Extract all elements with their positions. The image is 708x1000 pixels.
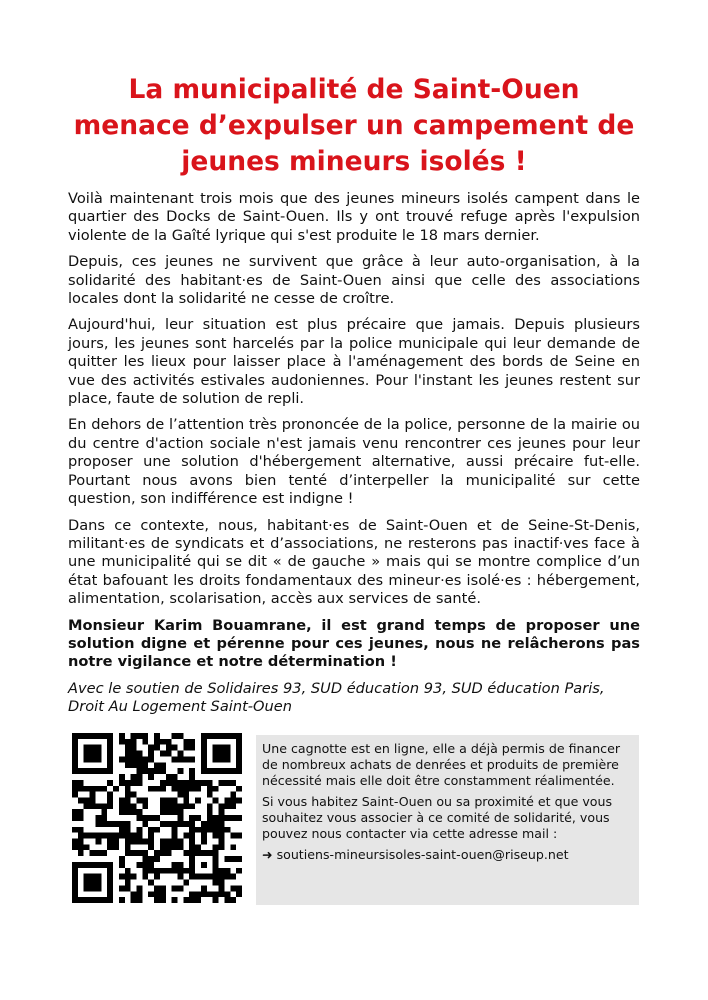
paragraph: Voilà maintenant trois mois que des jeunes mineurs isolés campent dans le quartier des Docks de Saint-Ouen. Ils y ont trouvé refuge après l'expulsion violente de la Gaîté lyrique qui s'est produite le 18 mars dernier. xyxy=(68,190,640,244)
article-body xyxy=(68,190,640,725)
email-line xyxy=(262,847,629,863)
support-line: Avec le soutien de Solidaires 93, SUD éducation 93, SUD éducation Paris, Droit Au Logement Saint-Ouen xyxy=(68,679,605,716)
contact-text: Si vous habitez Saint-Ouen ou sa proximité et que vous souhaitez vous associer à ce comité de solidarité, vous pouvez nous contacter via cette adresse mail : xyxy=(262,794,613,841)
paragraph: Aujourd'hui, leur situation est plus précaire que jamais. Depuis plusieurs jours, les jeunes sont harcelés par la police municipale qui leur demande de quitter les lieux pour laisser place à l'aménagement des bords de Seine en vue des activités estivales audoniennes. Pour l'instant les jeunes restent sur place, faute de solution de repli. xyxy=(68,316,640,408)
qr-code-icon[interactable] xyxy=(72,733,242,903)
page-title xyxy=(40,72,668,180)
paragraph: Dans ce contexte, nous, habitant·es de Saint-Ouen et de Seine-St-Denis, militant·es de syndicats et d’associations, ne resterons pas inactif·ves face à une municipalité qui se dit « de gauche » mais qui se montre complice d’un état bafouant les droits fondamentaux des mineur·es isolé·es : hébergement, alimentation, scolarisation, accès aux services de santé. xyxy=(68,516,640,608)
info-box xyxy=(256,735,639,905)
title-line-1: La municipalité de Saint-Ouen xyxy=(128,74,580,105)
title-line-3: jeunes mineurs isolés ! xyxy=(181,146,527,177)
call-to-action: Monsieur Karim Bouamrane, il est grand temps de proposer une solution digne et pérenne pour ces jeunes, nous ne relâcherons pas notre vigilance et notre détermination ! xyxy=(68,616,640,671)
title-line-2: menace d’expulser un campement de xyxy=(73,110,635,141)
paragraph: Depuis, ces jeunes ne survivent que grâce à leur auto-organisation, à la solidarité des habitant·es de Saint-Ouen ainsi que celle des associations locales dont la solidarité ne cesse de croître. xyxy=(68,253,640,308)
fundraiser-text: Une cagnotte est en ligne, elle a déjà permis de financer de nombreux achats de denrées et produits de première nécessité mais elle doit être constamment réalimentée. xyxy=(262,741,621,788)
email-link[interactable]: soutiens-mineursisoles-saint-ouen@riseup.net xyxy=(276,847,569,862)
arrow-right-icon: ➜ xyxy=(262,847,273,862)
paragraph: En dehors de l’attention très prononcée de la police, personne de la mairie ou du centre d'action sociale n'est jamais venu rencontrer ces jeunes pour leur proposer une solution d'hébergement alternative, aussi précaire fut-elle. Pourtant nous avons bien tenté d’interpeller la municipalité sur cette question, son indifférence est indigne ! xyxy=(68,416,640,508)
